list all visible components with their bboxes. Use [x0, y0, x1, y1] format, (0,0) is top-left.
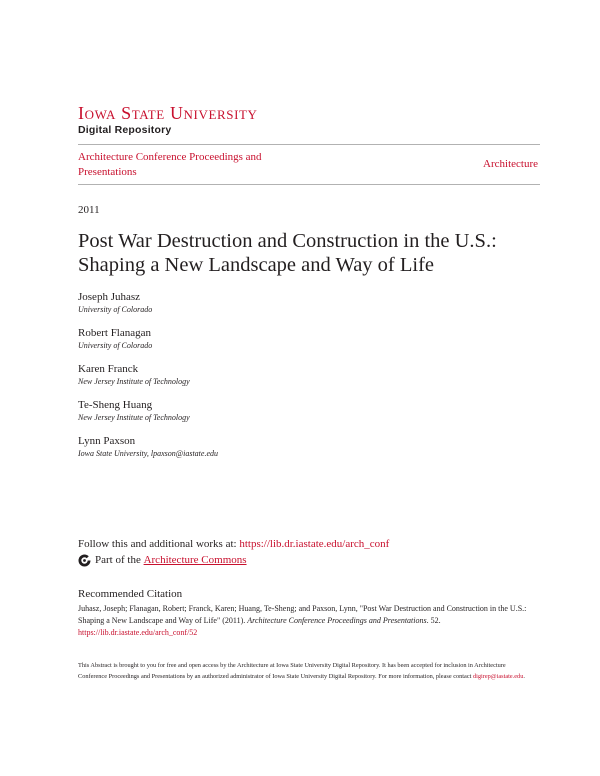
- author-affiliation: New Jersey Institute of Technology: [78, 413, 190, 422]
- logo-university-name: Iowa State University: [78, 103, 258, 123]
- citation-series: Architecture Conference Proceedings and Presentations: [247, 616, 427, 625]
- department-link[interactable]: Architecture: [483, 158, 538, 170]
- university-logo[interactable]: [78, 103, 258, 136]
- collection-url-link[interactable]: https://lib.dr.iastate.edu/arch_conf: [239, 538, 390, 550]
- contact-email-link[interactable]: digirep@iastate.edu: [472, 673, 524, 680]
- author-name: Joseph Juhasz: [78, 291, 141, 303]
- part-of-text: Part of the: [95, 554, 141, 566]
- author-affiliation: New Jersey Institute of Technology: [78, 377, 190, 386]
- citation-body: Juhasz, Joseph; Flanagan, Robert; Franck, Karen; Huang, Te-Sheng; and Paxson, Lynn, "Post War Destruction and Construction in the U.S.: Shaping a New Landscape and Way of Life" (2011).: [78, 604, 527, 625]
- follow-line: [78, 537, 389, 551]
- author-name: Lynn Paxson: [78, 435, 136, 447]
- access-notice: [78, 660, 528, 682]
- author-item: [78, 398, 218, 434]
- follow-text: Follow this and additional works at:: [78, 538, 240, 550]
- author-item: [78, 326, 218, 362]
- architecture-commons-link[interactable]: Architecture Commons: [143, 554, 247, 566]
- notice-end: .: [523, 673, 525, 680]
- author-name: Robert Flanagan: [78, 327, 152, 339]
- author-item: [78, 434, 218, 470]
- author-item: [78, 290, 218, 326]
- author-item: [78, 362, 218, 398]
- author-affiliation: Iowa State University, lpaxson@iastate.edu: [78, 449, 219, 458]
- part-of-line: [78, 553, 247, 567]
- citation-number: . 52.: [426, 616, 441, 625]
- header-top-rule: [78, 144, 540, 145]
- logo-repository-name: Digital Repository: [78, 124, 172, 136]
- author-name: Karen Franck: [78, 363, 139, 375]
- citation-text: [78, 603, 540, 639]
- notice-text: This Abstract is brought to you for free and open access by the Architecture at Iowa State University Digital Repository. It has been accepted for inclusion in Architecture Conference Proceedings and Presentations by an authorized administrator of Iowa State University Digital Repository. For more information, please contact: [78, 662, 506, 680]
- recommended-citation-heading: Recommended Citation: [78, 588, 183, 600]
- series-link[interactable]: Architecture Conference Proceedings and Presentations: [78, 151, 262, 178]
- author-list: [78, 290, 218, 470]
- header-bottom-rule: [78, 184, 540, 185]
- author-affiliation: University of Colorado: [78, 341, 153, 350]
- publication-year: 2011: [78, 204, 100, 216]
- citation-url-link[interactable]: https://lib.dr.iastate.edu/arch_conf/52: [78, 628, 198, 637]
- commons-icon: [78, 554, 91, 567]
- author-affiliation: University of Colorado: [78, 305, 153, 314]
- author-name: Te-Sheng Huang: [78, 399, 153, 411]
- paper-title: Post War Destruction and Construction in the U.S.: Shaping a New Landscape and Way of Life: [78, 230, 497, 276]
